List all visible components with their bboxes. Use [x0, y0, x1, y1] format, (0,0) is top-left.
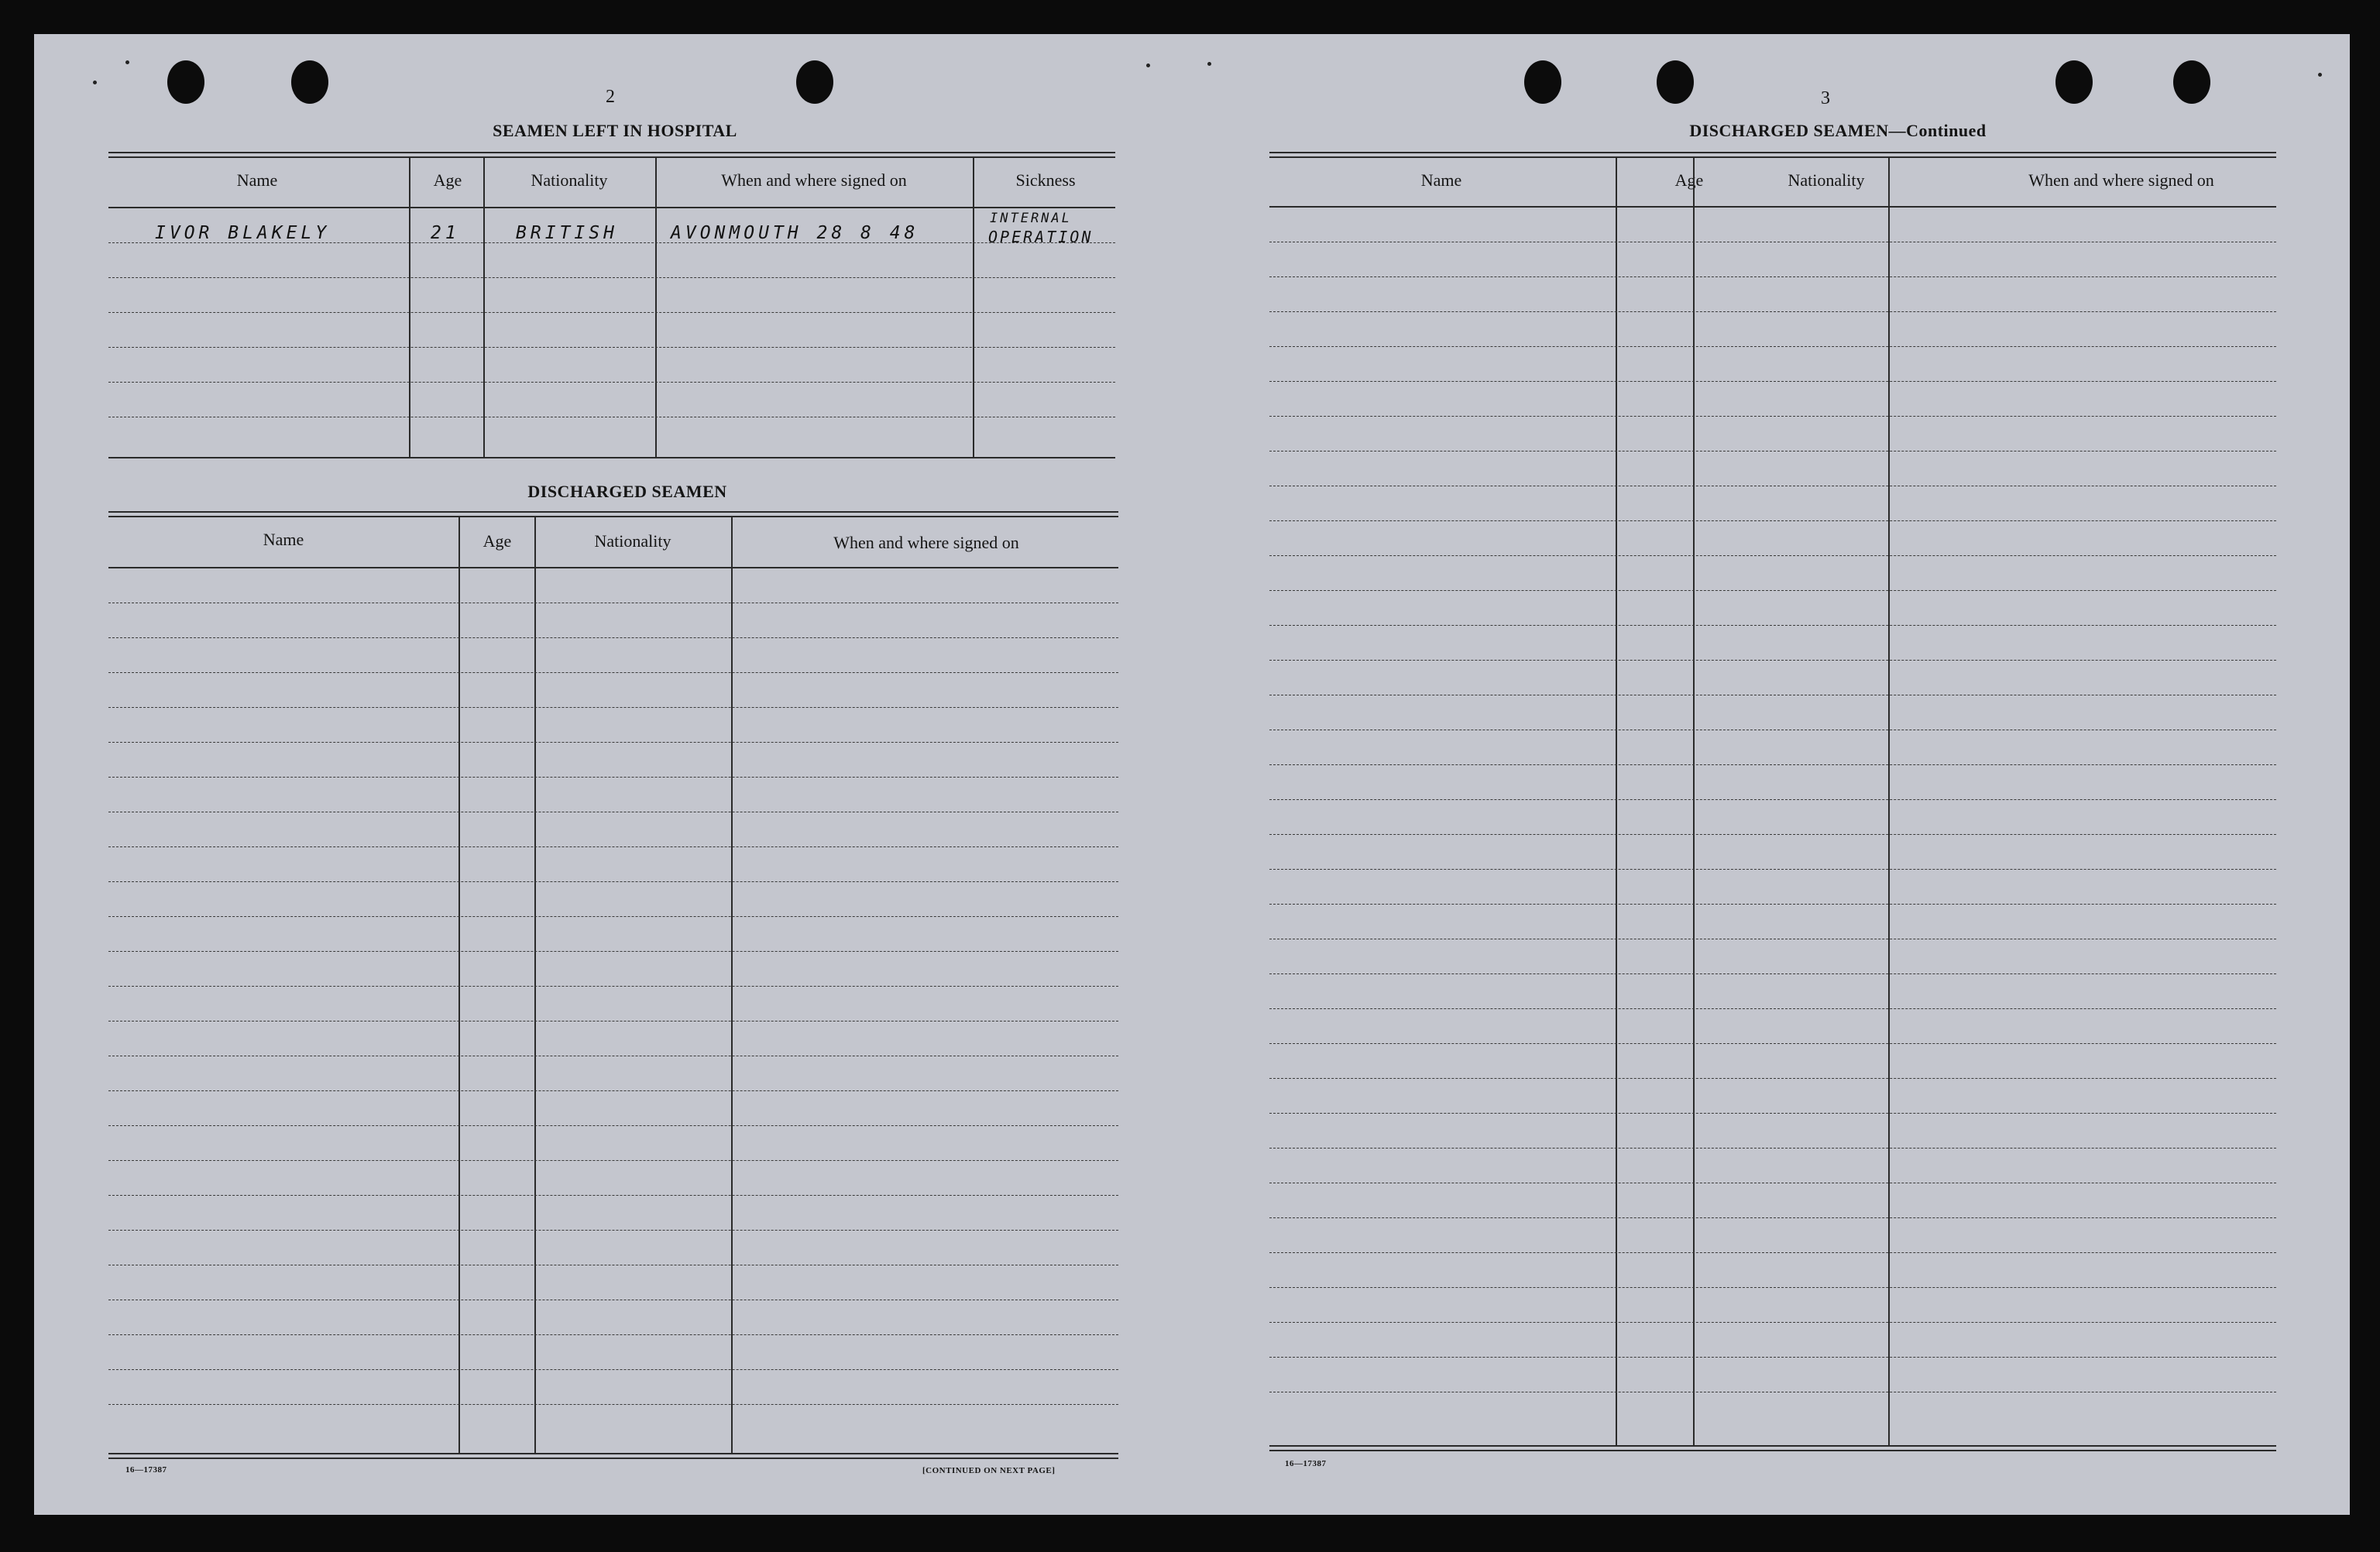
ruled-line — [108, 1090, 1118, 1091]
ruled-line — [1269, 416, 2276, 417]
ruled-line — [1269, 660, 2276, 661]
seaman-name: IVOR BLAKELY — [155, 223, 331, 243]
table-bottom-rule — [108, 457, 1115, 458]
punch-hole — [2173, 60, 2210, 104]
ruled-line — [1269, 764, 2276, 765]
column-header-age: Age — [1674, 170, 1704, 190]
ruled-line — [108, 951, 1118, 952]
ruled-line — [108, 382, 1115, 383]
ruled-line — [108, 312, 1115, 313]
punch-hole — [1657, 60, 1694, 104]
column-header-nationality: Nationality — [1788, 170, 1865, 190]
ruled-line — [108, 1404, 1118, 1405]
speck — [1146, 64, 1150, 67]
ruled-line — [108, 707, 1118, 708]
ruled-line — [108, 1021, 1118, 1022]
column-divider — [458, 517, 460, 1453]
ruled-line — [1269, 346, 2276, 347]
seaman-sickness-line2: OPERATION — [988, 228, 1094, 246]
ruled-line — [108, 846, 1118, 847]
ruled-line — [108, 1369, 1118, 1370]
ruled-line — [1269, 1322, 2276, 1323]
form-number: 16—17387 — [1285, 1459, 1327, 1468]
table-bottom-rule — [108, 1453, 1118, 1459]
column-divider — [973, 158, 974, 457]
ruled-line — [108, 986, 1118, 987]
speck — [1207, 62, 1211, 66]
scanned-document — [34, 34, 2350, 1515]
ruled-line — [1269, 904, 2276, 905]
ruled-line — [108, 881, 1118, 882]
left-page — [34, 34, 1192, 1515]
column-divider — [1616, 158, 1617, 1447]
discharged-continued-title — [1689, 121, 1986, 141]
column-divider — [1888, 158, 1890, 1447]
form-number: 16—17387 — [125, 1465, 167, 1475]
ruled-line — [1269, 1008, 2276, 1009]
ruled-line — [108, 347, 1115, 348]
header-bottom-rule — [108, 207, 1115, 208]
ruled-line — [108, 742, 1118, 743]
column-divider — [1693, 158, 1695, 1447]
ruled-line — [1269, 1217, 2276, 1218]
ruled-line — [1269, 451, 2276, 452]
column-header-nationality: Nationality — [531, 170, 608, 190]
right-page — [1192, 34, 2350, 1515]
ruled-line — [1269, 520, 2276, 521]
table-bottom-rule — [1269, 1445, 2276, 1451]
continued-note: [CONTINUED ON NEXT PAGE] — [922, 1466, 1056, 1475]
column-header-signed-on: When and where signed on — [833, 533, 1019, 552]
speck — [2318, 73, 2322, 77]
column-header-name: Name — [1420, 170, 1462, 190]
ruled-line — [108, 777, 1118, 778]
ruled-line — [108, 916, 1118, 917]
ruled-line — [1269, 799, 2276, 800]
ruled-line — [108, 1230, 1118, 1231]
column-divider — [534, 517, 536, 1453]
punch-hole — [1524, 60, 1561, 104]
page-number: 3 — [1821, 88, 1830, 108]
punch-hole — [796, 60, 833, 104]
ruled-line — [1269, 590, 2276, 591]
column-header-signed-on: When and where signed on — [721, 170, 907, 190]
title-main: DISCHARGED SEAMEN — [1689, 121, 1889, 140]
ruled-line — [1269, 555, 2276, 556]
punch-hole — [2055, 60, 2093, 104]
column-divider — [655, 158, 657, 457]
ruled-line — [108, 637, 1118, 638]
column-header-name: Name — [236, 170, 278, 190]
header-bottom-rule — [108, 567, 1118, 568]
ruled-line — [1269, 1043, 2276, 1044]
ruled-line — [108, 1125, 1118, 1126]
column-header-age: Age — [483, 531, 512, 551]
ruled-line — [1269, 1148, 2276, 1149]
ruled-line — [108, 672, 1118, 673]
table-top-rule — [108, 511, 1118, 517]
ruled-line — [1269, 1078, 2276, 1079]
ruled-line — [1269, 1113, 2276, 1114]
ruled-line — [108, 1334, 1118, 1335]
page-number: 2 — [606, 87, 615, 107]
ruled-line — [1269, 625, 2276, 626]
column-divider — [483, 158, 485, 457]
seaman-age: 21 — [431, 223, 460, 243]
speck — [93, 81, 97, 84]
column-header-age: Age — [433, 170, 462, 190]
column-divider — [409, 158, 410, 457]
hospital-table-title: SEAMEN LEFT IN HOSPITAL — [493, 121, 737, 140]
ruled-line — [1269, 276, 2276, 277]
table-top-rule — [108, 152, 1115, 158]
column-divider — [731, 517, 733, 1453]
ruled-line — [1269, 834, 2276, 835]
ruled-line — [108, 1195, 1118, 1196]
ruled-line — [108, 1160, 1118, 1161]
title-suffix: —Continued — [1888, 121, 1987, 140]
ruled-line — [1269, 1357, 2276, 1358]
punch-hole — [167, 60, 204, 104]
ruled-line — [1269, 869, 2276, 870]
column-header-signed-on: When and where signed on — [2028, 170, 2214, 190]
ruled-line — [108, 277, 1115, 278]
ruled-line — [1269, 1252, 2276, 1253]
seaman-nationality: BRITISH — [516, 223, 618, 243]
ruled-line — [1269, 311, 2276, 312]
punch-hole — [291, 60, 328, 104]
header-bottom-rule — [1269, 206, 2276, 208]
ruled-line — [1269, 381, 2276, 382]
column-header-name: Name — [263, 530, 304, 549]
column-header-sickness: Sickness — [1015, 170, 1076, 190]
column-header-nationality: Nationality — [594, 531, 671, 551]
ruled-line — [1269, 973, 2276, 974]
ruled-line — [1269, 1287, 2276, 1288]
speck — [125, 60, 129, 64]
discharged-table-title: DISCHARGED SEAMEN — [527, 482, 727, 501]
seaman-signed-on: AVONMOUTH 28 8 48 — [671, 223, 919, 243]
table-top-rule — [1269, 152, 2276, 158]
seaman-sickness-line1: INTERNAL — [990, 211, 1072, 226]
